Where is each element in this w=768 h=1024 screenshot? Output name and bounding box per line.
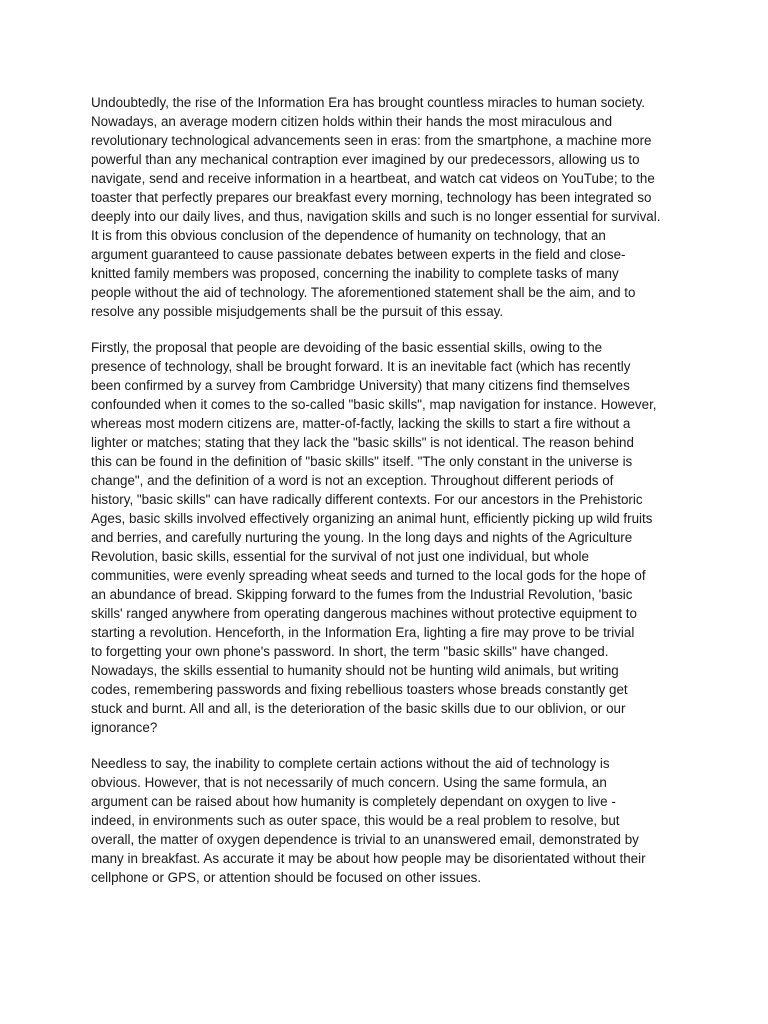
text-line: been confirmed by a survey from Cambridge University) that many citizens find themselves <box>91 378 630 393</box>
text-line: Nowadays, an average modern citizen holds within their hands the most miraculous and <box>91 114 613 129</box>
text-line: lighter or matches; stating that they lack the "basic skills" is not identical. The reason behind <box>91 435 634 450</box>
text-line: overall, the matter of oxygen dependence is trivial to an unanswered email, demonstrated by <box>91 832 639 847</box>
text-line: Revolution, basic skills, essential for the survival of not just one individual, but whole <box>91 549 589 564</box>
text-line: ignorance? <box>91 720 158 735</box>
text-line: obvious. However, that is not necessarily of much concern. Using the same formula, an <box>91 775 607 790</box>
paragraph-1 <box>91 93 717 321</box>
text-line: It is from this obvious conclusion of the dependence of humanity on technology, that an <box>91 228 606 243</box>
text-line: revolutionary technological advancements seen in eras: from the smartphone, a machine more <box>91 133 652 148</box>
text-line: and berries, and carefully nurturing the young. In the long days and nights of the Agriculture <box>91 530 633 545</box>
paragraph-2 <box>91 338 717 737</box>
text-line: skills' ranged anywhere from operating dangerous machines without protective equipment to <box>91 606 637 621</box>
text-line: whereas most modern citizens are, matter-of-factly, lacking the skills to start a fire without a <box>91 416 631 431</box>
text-line: many in breakfast. As accurate it may be about how people may be disorientated without their <box>91 851 646 866</box>
text-line: cellphone or GPS, or attention should be focused on other issues. <box>91 870 482 885</box>
text-line: resolve any possible misjudgements shall be the pursuit of this essay. <box>91 304 504 319</box>
text-line: starting a revolution. Henceforth, in the Information Era, lighting a fire may prove to be trivial <box>91 625 635 640</box>
text-line: presence of technology, shall be brought forward. It is an inevitable fact (which has recently <box>91 359 631 374</box>
text-line: confounded when it comes to the so-called "basic skills", map navigation for instance. However, <box>91 397 657 412</box>
text-line: powerful than any mechanical contraption ever imagined by our predecessors, allowing us to <box>91 152 640 167</box>
text-line: argument can be raised about how humanity is completely dependant on oxygen to live - <box>91 794 616 809</box>
text-line: an abundance of bread. Skipping forward to the fumes from the Industrial Revolution, 'basic <box>91 587 633 602</box>
text-line: argument guaranteed to cause passionate debates between experts in the field and close- <box>91 247 626 262</box>
text-line: toaster that perfectly prepares our breakfast every morning, technology has been integrated so <box>91 190 652 205</box>
text-line: knitted family members was proposed, concerning the inability to complete tasks of many <box>91 266 619 281</box>
text-line: communities, were evenly spreading wheat seeds and turned to the local gods for the hope of <box>91 568 646 583</box>
text-line: Ages, basic skills involved effectively organizing an animal hunt, efficiently picking up wild fruits <box>91 511 653 526</box>
text-line: history, "basic skills" can have radically different contexts. For our ancestors in the Prehistoric <box>91 492 643 507</box>
text-line: to forgetting your own phone's password. In short, the term "basic skills" have changed. <box>91 644 609 659</box>
text-line: change", and the definition of a word is not an exception. Throughout different periods of <box>91 473 614 488</box>
paragraph-3 <box>91 754 717 887</box>
text-line: stuck and burnt. All and all, is the deterioration of the basic skills due to our oblivion, or our <box>91 701 626 716</box>
text-line: Firstly, the proposal that people are devoiding of the basic essential skills, owing to the <box>91 340 603 355</box>
text-line: deeply into our daily lives, and thus, navigation skills and such is no longer essential for survival. <box>91 209 661 224</box>
text-line: Nowadays, the skills essential to humanity should not be hunting wild animals, but writing <box>91 663 619 678</box>
document-page <box>91 93 717 904</box>
text-line: codes, remembering passwords and fixing rebellious toasters whose breads constantly get <box>91 682 628 697</box>
text-line: indeed, in environments such as outer space, this would be a real problem to resolve, but <box>91 813 620 828</box>
text-line: this can be found in the definition of "basic skills" itself. "The only constant in the universe is <box>91 454 633 469</box>
text-line: Undoubtedly, the rise of the Information Era has brought countless miracles to human society. <box>91 95 646 110</box>
text-line: people without the aid of technology. The aforementioned statement shall be the aim, and to <box>91 285 636 300</box>
text-line: navigate, send and receive information in a heartbeat, and watch cat videos on YouTube; to the <box>91 171 655 186</box>
text-line: Needless to say, the inability to complete certain actions without the aid of technology is <box>91 756 610 771</box>
